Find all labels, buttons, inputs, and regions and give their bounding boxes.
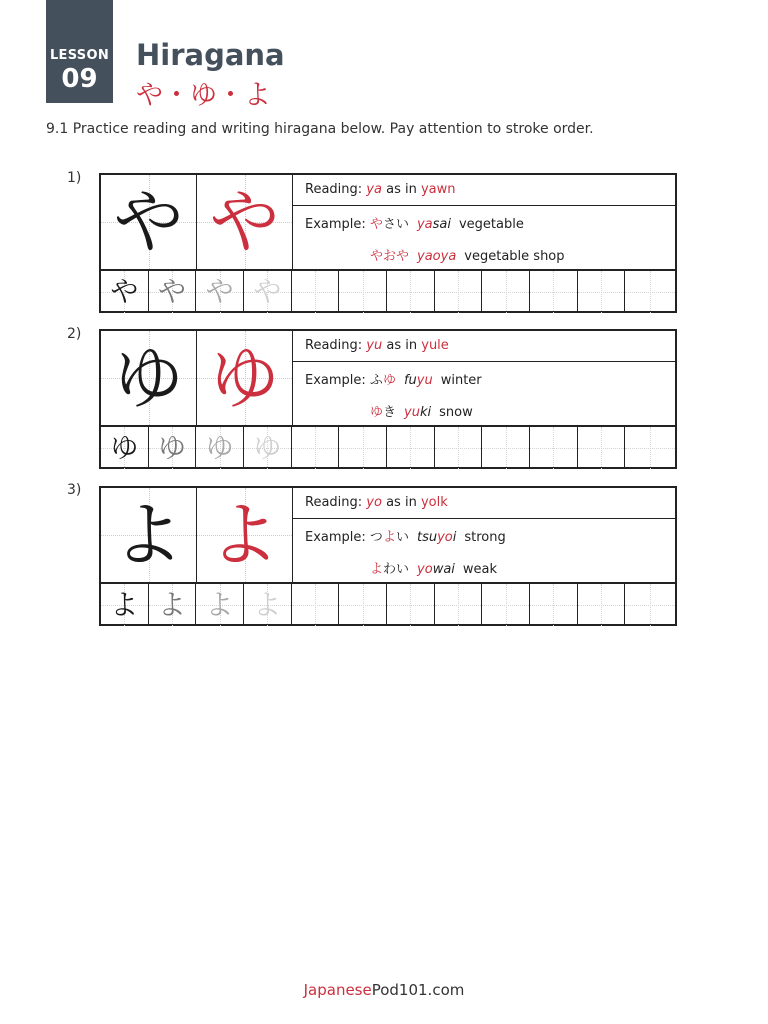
model-character: や <box>101 175 197 269</box>
practice-row <box>101 425 675 469</box>
footer-brand[interactable] <box>0 981 768 999</box>
blank-cell[interactable] <box>578 584 626 626</box>
trace-cell: よ <box>244 584 292 626</box>
blank-cell[interactable] <box>387 271 435 313</box>
trace-cell: や <box>101 271 149 313</box>
practice-row <box>101 582 675 626</box>
blank-cell[interactable] <box>339 584 387 626</box>
lesson-number: 09 <box>61 64 98 94</box>
reading-line: Reading: ya as in yawn <box>293 175 675 206</box>
footer-brand-rest: Pod101.com <box>371 981 465 999</box>
blank-cell[interactable] <box>625 584 675 626</box>
stroke-order-character: よ <box>197 488 293 582</box>
blank-cell[interactable] <box>530 584 578 626</box>
reading-line: Reading: yo as in yolk <box>293 488 675 519</box>
blank-cell[interactable] <box>625 271 675 313</box>
trace-cell: や <box>244 271 292 313</box>
trace-cell: ゆ <box>101 427 149 469</box>
example-line: やおや yaoya vegetable shop <box>370 249 565 264</box>
reading-line: Reading: yu as in yule <box>293 331 675 362</box>
example-line: Example: やさい yasai vegetable <box>305 217 524 232</box>
info-panel <box>293 331 675 425</box>
lesson-badge <box>46 0 113 103</box>
trace-cell: よ <box>149 584 197 626</box>
row-number: 2) <box>67 326 82 342</box>
blank-cell[interactable] <box>435 271 483 313</box>
stroke-order-character: ゆ <box>197 331 293 425</box>
stroke-order-character: や <box>197 175 293 269</box>
blank-cell[interactable] <box>578 271 626 313</box>
blank-cell[interactable] <box>482 271 530 313</box>
blank-cell[interactable] <box>435 427 483 469</box>
example-line: Example: ふゆ fuyu winter <box>305 373 482 388</box>
blank-cell[interactable] <box>435 584 483 626</box>
footer-brand-highlight: Japanese <box>303 981 372 999</box>
practice-block <box>99 173 677 313</box>
trace-cell: よ <box>101 584 149 626</box>
page-subtitle: や・ゆ・よ <box>136 80 271 111</box>
blank-cell[interactable] <box>482 584 530 626</box>
model-character: ゆ <box>101 331 197 425</box>
blank-cell[interactable] <box>578 427 626 469</box>
row-number: 3) <box>67 482 82 498</box>
example-line: Example: つよい tsuyoi strong <box>305 530 506 545</box>
row-number: 1) <box>67 170 82 186</box>
model-character: よ <box>101 488 197 582</box>
trace-cell: ゆ <box>149 427 197 469</box>
example-line: ゆき yuki snow <box>370 405 473 420</box>
example-line: よわい yowai weak <box>370 562 498 577</box>
trace-cell: ゆ <box>244 427 292 469</box>
blank-cell[interactable] <box>292 271 340 313</box>
lesson-label: LESSON <box>49 48 110 63</box>
info-panel <box>293 175 675 269</box>
trace-cell: や <box>196 271 244 313</box>
blank-cell[interactable] <box>292 427 340 469</box>
blank-cell[interactable] <box>482 427 530 469</box>
info-panel <box>293 488 675 582</box>
blank-cell[interactable] <box>387 427 435 469</box>
page-title: Hiragana <box>136 38 285 72</box>
practice-row <box>101 269 675 313</box>
blank-cell[interactable] <box>530 427 578 469</box>
practice-block <box>99 329 677 469</box>
blank-cell[interactable] <box>530 271 578 313</box>
blank-cell[interactable] <box>339 271 387 313</box>
trace-cell: や <box>149 271 197 313</box>
trace-cell: ゆ <box>196 427 244 469</box>
blank-cell[interactable] <box>339 427 387 469</box>
blank-cell[interactable] <box>387 584 435 626</box>
instructions: 9.1 Practice reading and writing hiragana below. Pay attention to stroke order. <box>46 121 594 137</box>
practice-block <box>99 486 677 626</box>
blank-cell[interactable] <box>292 584 340 626</box>
blank-cell[interactable] <box>625 427 675 469</box>
trace-cell: よ <box>196 584 244 626</box>
